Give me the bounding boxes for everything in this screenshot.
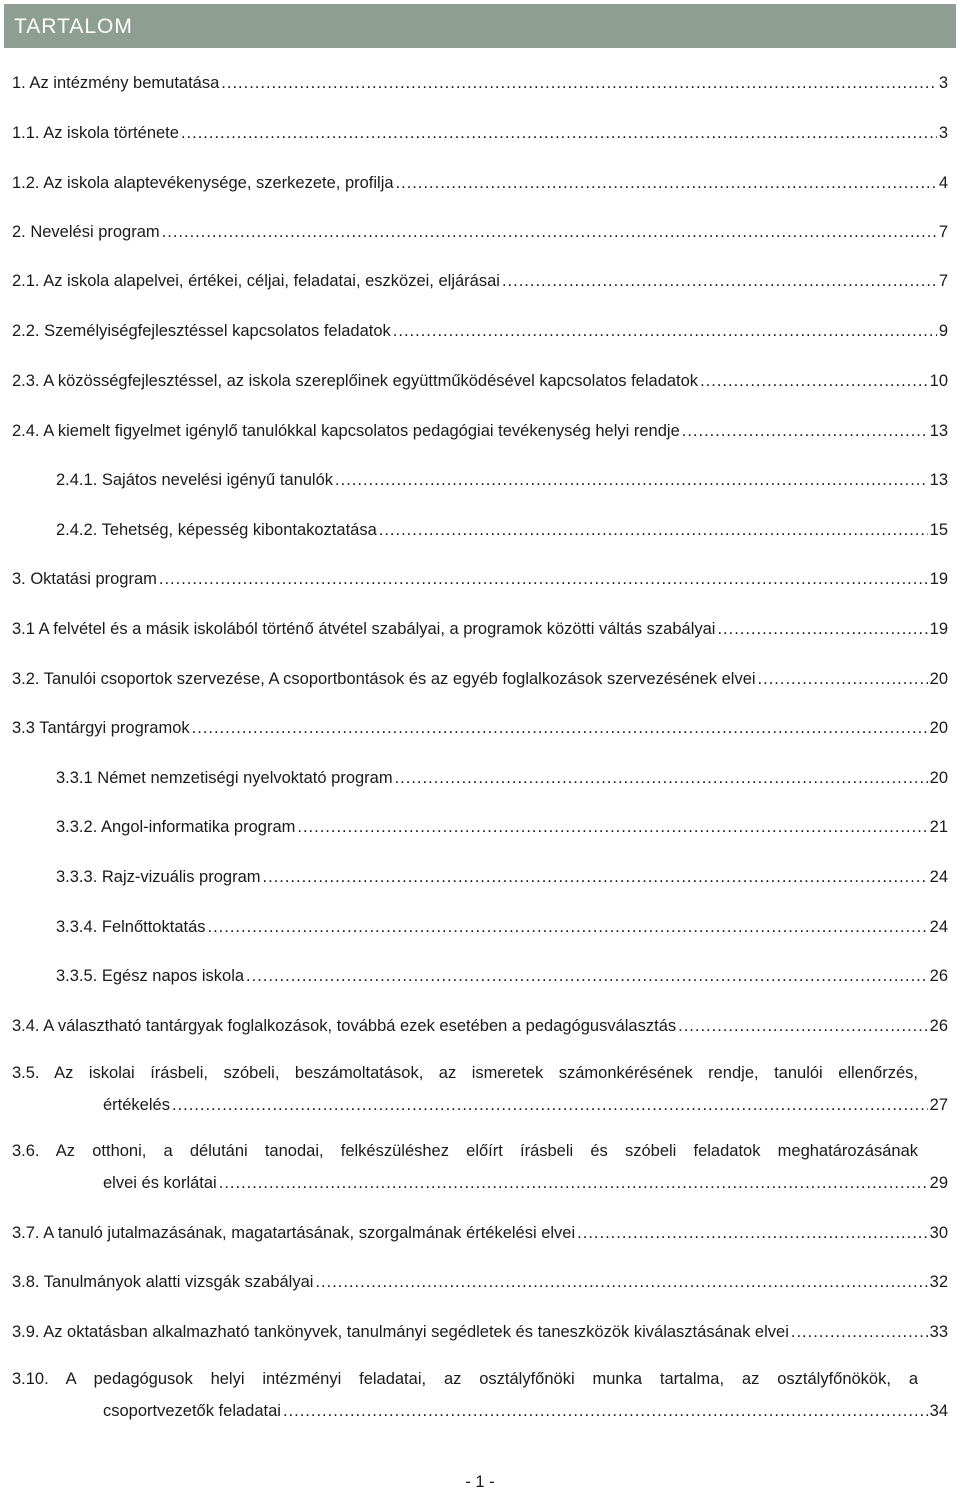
- toc-entry-label: csoportvezetők feladatai: [103, 1402, 281, 1420]
- toc-entry-page: 27: [929, 1096, 948, 1114]
- page-number: - 1 -: [465, 1473, 495, 1491]
- toc-entry-label: 1.2. Az iskola alaptevékenysége, szerkezete, profilja: [12, 174, 394, 192]
- toc-entry-page: 9: [938, 322, 948, 340]
- toc-entry-label: elvei és korlátai: [103, 1174, 217, 1192]
- dot-leader: [791, 1321, 928, 1343]
- toc-entry-label: 3.9. Az oktatásban alkalmazható tankönyvek, tanulmányi segédletek és taneszközök kiválasztásának elvei: [12, 1323, 789, 1341]
- toc-entry-label: 3.1 A felvétel és a másik iskolából történő átvétel szabályai, a programok közötti váltás szabályai: [12, 620, 716, 638]
- dot-leader: [717, 618, 927, 640]
- toc-entry-label: 3.3.1 Német nemzetiségi nyelvoktató program: [56, 769, 393, 787]
- toc-entry-page: 20: [929, 670, 948, 688]
- toc-entry-page: 4: [938, 174, 948, 192]
- dot-leader: [159, 568, 928, 590]
- toc-entry[interactable]: [56, 963, 948, 987]
- toc-entry-label: 3. Oktatási program: [12, 570, 157, 588]
- toc-entry-label: 2.4. A kiemelt figyelmet igénylő tanulókkal kapcsolatos pedagógiai tevékenység helyi rendje: [12, 422, 680, 440]
- toc-entry-page: 19: [929, 620, 948, 638]
- dot-leader: [246, 965, 928, 987]
- dot-leader: [502, 270, 937, 292]
- dot-leader: [379, 519, 928, 541]
- toc-entry-label: 2.4.1. Sajátos nevelési igényű tanulók: [56, 471, 334, 489]
- dot-leader: [263, 866, 928, 888]
- toc-entry-label: 3.4. A választható tantárgyak foglalkozások, továbbá ezek esetében a pedagógusválasztás: [12, 1017, 677, 1035]
- toc-entry[interactable]: [12, 368, 948, 392]
- toc-entry-page: 7: [938, 272, 948, 290]
- toc-entry[interactable]: [12, 268, 948, 292]
- toc-entry[interactable]: [56, 467, 948, 491]
- dot-leader: [682, 420, 928, 442]
- toc-entry[interactable]: [56, 765, 948, 789]
- toc-title: TARTALOM: [14, 15, 133, 38]
- toc-entry[interactable]: [12, 1220, 948, 1244]
- toc-entry[interactable]: [12, 1319, 948, 1343]
- toc-entry-page: 30: [929, 1224, 948, 1242]
- toc-entry-page: 13: [929, 422, 948, 440]
- dot-leader: [335, 469, 928, 491]
- toc-entry-page: 29: [929, 1174, 948, 1192]
- toc-entry[interactable]: [12, 1269, 948, 1293]
- toc-entry[interactable]: [12, 70, 948, 94]
- dot-leader: [393, 320, 937, 342]
- toc-entry-page: 21: [929, 818, 948, 836]
- toc-entry-label: 3.3.3. Rajz-vizuális program: [56, 868, 261, 886]
- toc-entry-label: 3.2. Tanulói csoportok szervezése, A csoportbontások és az egyéb foglalkozások szervezésének elvei: [12, 670, 756, 688]
- toc-entry-page: 20: [929, 719, 948, 737]
- toc-entry-page: 20: [929, 769, 948, 787]
- toc-entry-first-line[interactable]: 3.10. A pedagógusok helyi intézményi feladatai, az osztályfőnöki munka tartalma, az osztályfőnökök, a: [12, 1370, 918, 1388]
- toc-entry-page: 24: [929, 868, 948, 886]
- toc-entry-label: 3.3.5. Egész napos iskola: [56, 967, 245, 985]
- dot-leader: [208, 916, 928, 938]
- toc-entry-label: 3.3.2. Angol-informatika program: [56, 818, 296, 836]
- toc-entry-page: 34: [929, 1402, 948, 1420]
- toc-entry[interactable]: [56, 814, 948, 838]
- toc-entry[interactable]: [12, 170, 948, 194]
- toc-entry-page: 3: [938, 74, 948, 92]
- toc-entry[interactable]: [12, 1013, 948, 1037]
- toc-entry[interactable]: [56, 864, 948, 888]
- toc-entry-label: értékelés: [103, 1096, 170, 1114]
- toc-entry-page: 33: [929, 1323, 948, 1341]
- toc-entry[interactable]: [12, 566, 948, 590]
- dot-leader: [219, 1172, 928, 1194]
- dot-leader: [221, 72, 937, 94]
- toc-entry[interactable]: [12, 318, 948, 342]
- toc-entry-page: 19: [929, 570, 948, 588]
- toc-entry-label: 2.3. A közösségfejlesztéssel, az iskola szereplőinek együttműködésével kapcsolatos feladatok: [12, 372, 699, 390]
- toc-entry[interactable]: [103, 1092, 948, 1116]
- toc-entry[interactable]: [12, 715, 948, 739]
- dot-leader: [162, 221, 937, 243]
- toc-entry-page: 26: [929, 1017, 948, 1035]
- toc-entry[interactable]: [12, 120, 948, 144]
- dot-leader: [297, 816, 927, 838]
- dot-leader: [315, 1271, 927, 1293]
- toc-entry-page: 26: [929, 967, 948, 985]
- toc-entry-label: 3.7. A tanuló jutalmazásának, magatartásának, szorgalmának értékelési elvei: [12, 1224, 576, 1242]
- toc-entry[interactable]: [103, 1170, 948, 1194]
- toc-entry-label: 1.1. Az iskola története: [12, 124, 179, 142]
- toc-entry-label: 3.3.4. Felnőttoktatás: [56, 918, 206, 936]
- toc-header-bar: [4, 4, 956, 48]
- dot-leader: [192, 717, 928, 739]
- toc-entry-page: 3: [938, 124, 948, 142]
- toc-entry-first-line[interactable]: 3.6. Az otthoni, a délutáni tanodai, felkészüléshez előírt írásbeli és szóbeli feladatok meghatározásának: [12, 1142, 918, 1160]
- toc-entry[interactable]: [56, 914, 948, 938]
- toc-entry[interactable]: [12, 219, 948, 243]
- toc-entry-page: 32: [929, 1273, 948, 1291]
- toc-entry[interactable]: [56, 517, 948, 541]
- dot-leader: [758, 668, 928, 690]
- toc-entry-page: 10: [929, 372, 948, 390]
- toc-entry-first-line[interactable]: 3.5. Az iskolai írásbeli, szóbeli, beszámoltatások, az ismeretek számonkérésének rendje, tanulói ellenőrzés,: [12, 1064, 918, 1082]
- toc-entry-label: 2.1. Az iskola alapelvei, értékei, céljai, feladatai, eszközei, eljárásai: [12, 272, 500, 290]
- toc-entry-page: 7: [938, 223, 948, 241]
- dot-leader: [396, 172, 937, 194]
- toc-entry-label: 1. Az intézmény bemutatása: [12, 74, 220, 92]
- toc-entry-label: 2. Nevelési program: [12, 223, 160, 241]
- toc-entry-label: 3.8. Tanulmányok alatti vizsgák szabályai: [12, 1273, 314, 1291]
- toc-entry[interactable]: [12, 418, 948, 442]
- dot-leader: [283, 1400, 928, 1422]
- toc-entry-page: 15: [929, 521, 948, 539]
- dot-leader: [172, 1094, 928, 1116]
- dot-leader: [577, 1222, 927, 1244]
- toc-entry[interactable]: [12, 666, 948, 690]
- toc-entry-label: 2.4.2. Tehetség, képesség kibontakoztatása: [56, 521, 377, 539]
- dot-leader: [678, 1015, 928, 1037]
- toc-entry-label: 3.3 Tantárgyi programok: [12, 719, 190, 737]
- toc-entry-page: 24: [929, 918, 948, 936]
- dot-leader: [181, 122, 937, 144]
- toc-entry-label: 2.2. Személyiségfejlesztéssel kapcsolatos feladatok: [12, 322, 391, 340]
- toc-entry-page: 13: [929, 471, 948, 489]
- dot-leader: [700, 370, 928, 392]
- toc-entry[interactable]: [103, 1398, 948, 1422]
- dot-leader: [395, 767, 928, 789]
- toc-entry[interactable]: [12, 616, 948, 640]
